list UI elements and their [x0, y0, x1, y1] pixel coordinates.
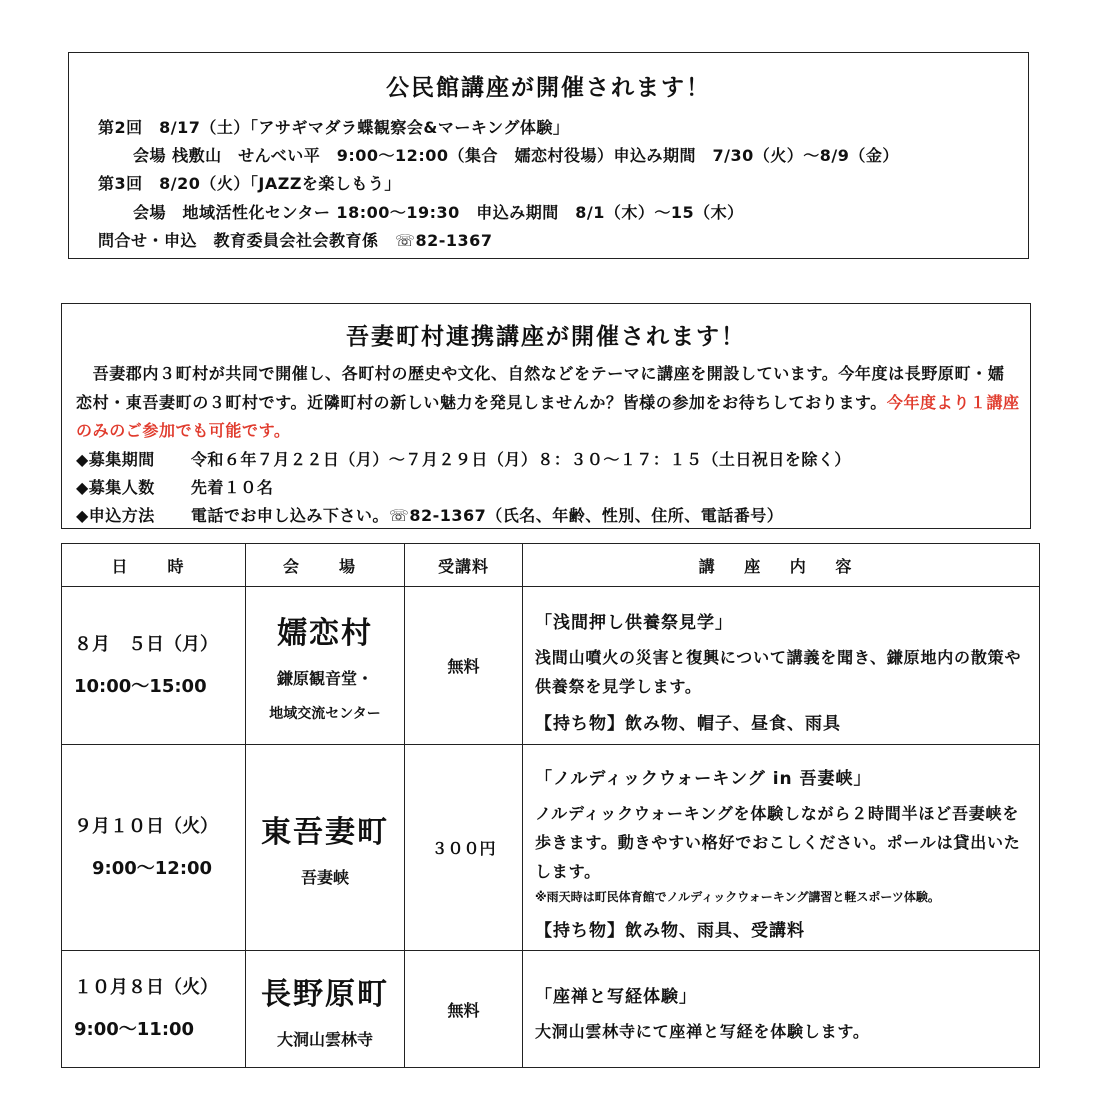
row-fee: ３００円: [405, 745, 523, 951]
renkei-intro-highlight: 今年度より１講座のみのご参加でも可能です。: [76, 392, 1020, 440]
kouminkan-title: 公民館講座が開催されます！: [386, 75, 711, 101]
row-date: ９月１０日（火）: [74, 815, 218, 837]
row-lecture-title: 「浅間押し供養祭見学」: [535, 612, 733, 633]
row-lecture-desc: 浅間山噴火の災害と復興について講義を聞き、鎌原地内の散策や供養祭を見学します。: [535, 647, 1022, 696]
table-header-row: [62, 544, 1040, 587]
kouminkan-session3: 第3回 8/20（火）「JAZZを楽しもう」: [98, 174, 401, 193]
renkei-apply: [76, 503, 783, 526]
renkei-intro: [76, 360, 1020, 446]
header-fee: 受講料: [405, 544, 523, 587]
row-datetime: [62, 587, 246, 745]
row-lecture-title: 「ノルディックウォーキング in 吾妻峡」: [535, 769, 872, 789]
apply-value: 電話でお申し込み下さい。☏82-1367（氏名、年齢、性別、住所、電話番号）: [190, 506, 784, 525]
renkei-intro-text: 吾妻郡内３町村が共同で開催し、各町村の歴史や文化、自然などをテーマに講座を開設しています。今年度は長野原町・嬬恋村・東吾妻町の３町村です。近隣町村の新しい魅力を発見しませんか？皆様の参加をお待ちしております。: [76, 364, 1005, 412]
kouminkan-session2: 第2回 8/17（土）「アサギマダラ蝶観察会&マーキング体験」: [98, 118, 570, 137]
renkei-notice-box: [61, 303, 1031, 529]
row-venue: [246, 745, 405, 951]
row-lecture-items: 【持ち物】飲み物、帽子、昼食、雨具: [535, 713, 841, 734]
table-row: [62, 745, 1040, 951]
row-place: 大洞山雲林寺: [276, 1029, 373, 1049]
table-row: [62, 951, 1040, 1068]
row-content: [523, 587, 1040, 745]
period-label: ◆募集期間: [76, 450, 155, 469]
row-lecture-desc: ノルディックウォーキングを体験しながら２時間半ほど吾妻峡を歩きます。動きやすい格好でおこしください。ポールは貸出いたします。: [535, 804, 1021, 881]
renkei-title: 吾妻町村連携講座が開催されます！: [346, 324, 746, 350]
row-date: １０月８日（火）: [74, 977, 218, 998]
row-venue: [246, 951, 405, 1068]
capacity-value: 先着１０名: [190, 478, 274, 497]
row-datetime: [62, 951, 246, 1068]
header-content: 講 座 内 容: [523, 544, 1040, 587]
row-town: 東吾妻町: [261, 815, 389, 850]
row-content: [523, 745, 1040, 951]
row-place: 吾妻峡: [300, 868, 349, 887]
kouminkan-session2-venue: 会場 栈敷山 せんべい平 9:00～12:00（集合 嬬恋村役場）申込み期間 7/30（火）～8/9（金）: [133, 146, 899, 165]
row-place-sub: 地域交流センター: [269, 706, 381, 722]
row-venue: [246, 587, 405, 745]
row-content: [523, 951, 1040, 1068]
period-value: 令和６年７月２２日（月）～７月２９日（月）８：３０～１７：１５（土日祝日を除く）: [190, 450, 851, 469]
renkei-capacity: [76, 475, 273, 498]
header-venue: 会 場: [246, 544, 405, 587]
row-lecture-desc: 大洞山雲林寺にて座禅と写経を体験します。: [535, 1022, 870, 1041]
row-time: 9:00～11:00: [74, 1019, 195, 1040]
row-lecture-note: ※雨天時は町民体育館でノルディックウォーキング講習と軽スポーツ体験。: [535, 890, 940, 904]
row-lecture-items: 【持ち物】飲み物、雨具、受講料: [535, 921, 805, 941]
row-time: 10:00～15:00: [74, 675, 207, 697]
row-date: ８月 ５日（月）: [74, 633, 218, 655]
table-row: [62, 587, 1040, 745]
kouminkan-notice-box: [68, 52, 1029, 259]
header-datetime: 日 時: [62, 544, 246, 587]
kouminkan-session3-venue: 会場 地域活性化センター 18:00～19:30 申込み期間 8/1（木）～15（木）: [133, 203, 744, 222]
row-place: 鎌原観音堂・: [276, 669, 373, 688]
row-town: 嬬恋村: [277, 616, 373, 651]
row-fee: 無料: [405, 587, 523, 745]
row-lecture-title: 「座禅と写経体験」: [535, 987, 697, 1007]
renkei-period: [76, 447, 851, 470]
row-fee: 無料: [405, 951, 523, 1068]
row-town: 長野原町: [261, 976, 389, 1012]
lecture-schedule-table: [61, 543, 1040, 1068]
row-time: 9:00～12:00: [74, 857, 213, 879]
kouminkan-contact: 問合せ・申込 教育委員会社会教育係 ☏82-1367: [98, 231, 493, 250]
capacity-label: ◆募集人数: [76, 478, 155, 497]
apply-label: ◆申込方法: [76, 506, 155, 525]
row-datetime: [62, 745, 246, 951]
